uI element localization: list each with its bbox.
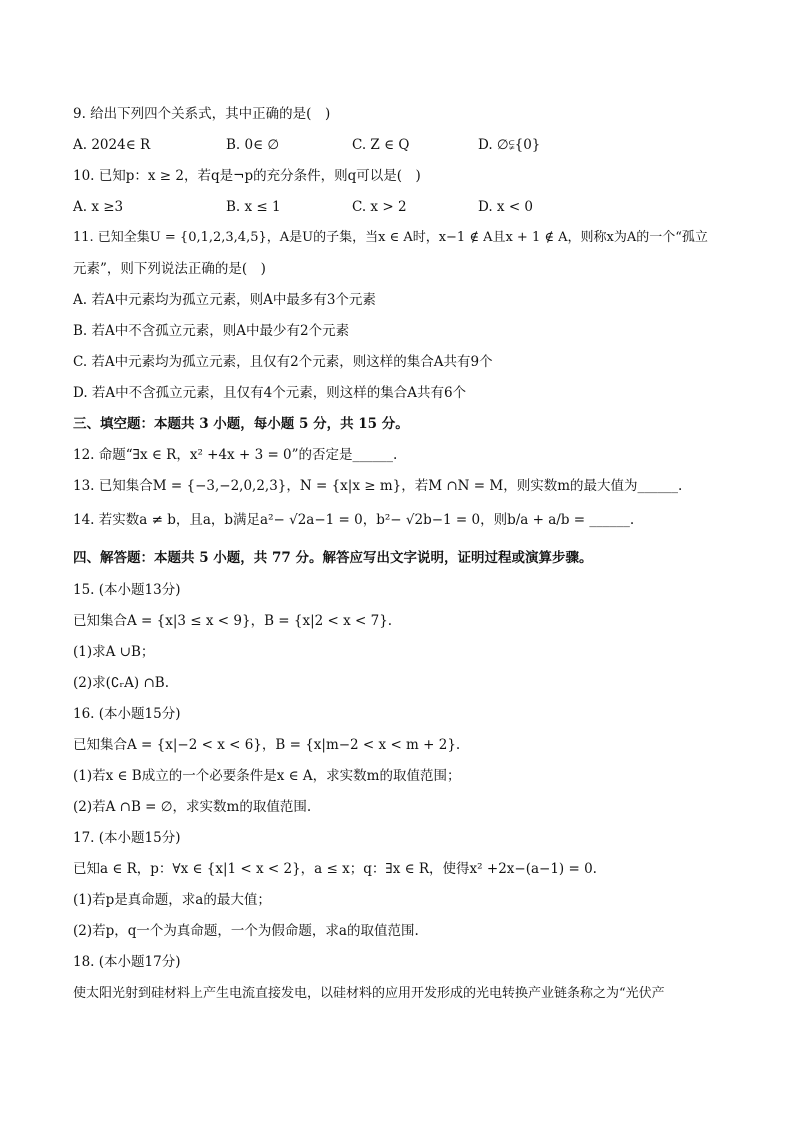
q10-option-c: C. x > 2 — [352, 199, 407, 215]
q17-heading: 17. (本小题15分) — [73, 830, 181, 846]
q15-part1: (1)求A ∪B； — [73, 644, 155, 660]
q15-part2: (2)求(∁ᵣA) ∩B. — [73, 675, 169, 691]
q17-part2: (2)若p，q一个为真命题，一个为假命题，求a的取值范围. — [73, 923, 419, 939]
q9-option-b: B. 0∈ ∅ — [226, 137, 280, 153]
q18-text: 使太阳光射到硅材料上产生电流直接发电，以硅材料的应用开发形成的光电转换产业链条称之为“光伏产 — [73, 986, 665, 1001]
q16-part1: (1)若x ∈ B成立的一个必要条件是x ∈ A，求实数m的取值范围； — [73, 768, 461, 784]
q17-text: 已知a ∈ R，p：∀x ∈ {x|1 < x < 2}，a ≤ x；q：∃x ∈ R，使得x² +2x−(a−1) = 0. — [73, 861, 597, 877]
q11-option-c: C. 若A中元素均为孤立元素，且仅有2个元素，则这样的集合A共有9个 — [73, 354, 493, 370]
q11-option-a: A. 若A中元素均为孤立元素，则A中最多有3个元素 — [73, 292, 376, 308]
section-3-heading: 三、填空题：本题共 3 小题，每小题 5 分，共 15 分。 — [73, 416, 409, 432]
q14: 14. 若实数a ≠ b，且a，b满足a²− √2a−1 = 0，b²− √2b−1 = 0，则b/a + a/b = ______. — [73, 512, 635, 528]
q16-part2: (2)若A ∩B = ∅，求实数m的取值范围. — [73, 799, 312, 815]
q11-stem-line1: 11. 已知全集U = {0,1,2,3,4,5}，A是U的子集，当x ∈ A时，x−1 ∉ A且x + 1 ∉ A，则称x为A的一个“孤立 — [73, 230, 708, 245]
q9-option-d: D. ∅⫋{0} — [478, 137, 541, 153]
q10-stem: 10. 已知p：x ≥ 2，若q是¬p的充分条件，则q可以是( ) — [73, 168, 421, 184]
q17-part1: (1)若p是真命题，求a的最大值； — [73, 892, 271, 908]
q13: 13. 已知集合M = {−3,−2,0,2,3}，N = {x|x ≥ m}，若M ∩N = M，则实数m的最大值为______. — [73, 478, 683, 494]
q12: 12. 命题“∃x ∈ R，x² +4x + 3 = 0”的否定是______. — [73, 447, 398, 463]
q10-option-d: D. x < 0 — [478, 199, 534, 215]
q10-option-b: B. x ≤ 1 — [226, 199, 281, 215]
q16-heading: 16. (本小题15分) — [73, 706, 181, 722]
q9-option-c: C. Z ∈ Q — [352, 137, 410, 153]
q10-option-a: A. x ≥3 — [73, 199, 124, 215]
q11-option-d: D. 若A中不含孤立元素，且仅有4个元素，则这样的集合A共有6个 — [73, 385, 467, 401]
q11-option-b: B. 若A中不含孤立元素，则A中最少有2个元素 — [73, 323, 350, 339]
q15-heading: 15. (本小题13分) — [73, 582, 181, 598]
q9-option-a: A. 2024∈ R — [73, 137, 151, 153]
section-4-heading: 四、解答题：本题共 5 小题，共 77 分。解答应写出文字说明，证明过程或演算步骤。 — [73, 550, 593, 566]
q15-text: 已知集合A = {x|3 ≤ x < 9}，B = {x|2 < x < 7}. — [73, 613, 393, 629]
q16-text: 已知集合A = {x|−2 < x < 6}，B = {x|m−2 < x < m + 2}. — [73, 737, 461, 753]
q9-stem: 9. 给出下列四个关系式，其中正确的是( ) — [73, 106, 331, 122]
q18-heading: 18. (本小题17分) — [73, 954, 181, 970]
q11-stem-line2: 元素”，则下列说法正确的是( ) — [73, 261, 266, 277]
